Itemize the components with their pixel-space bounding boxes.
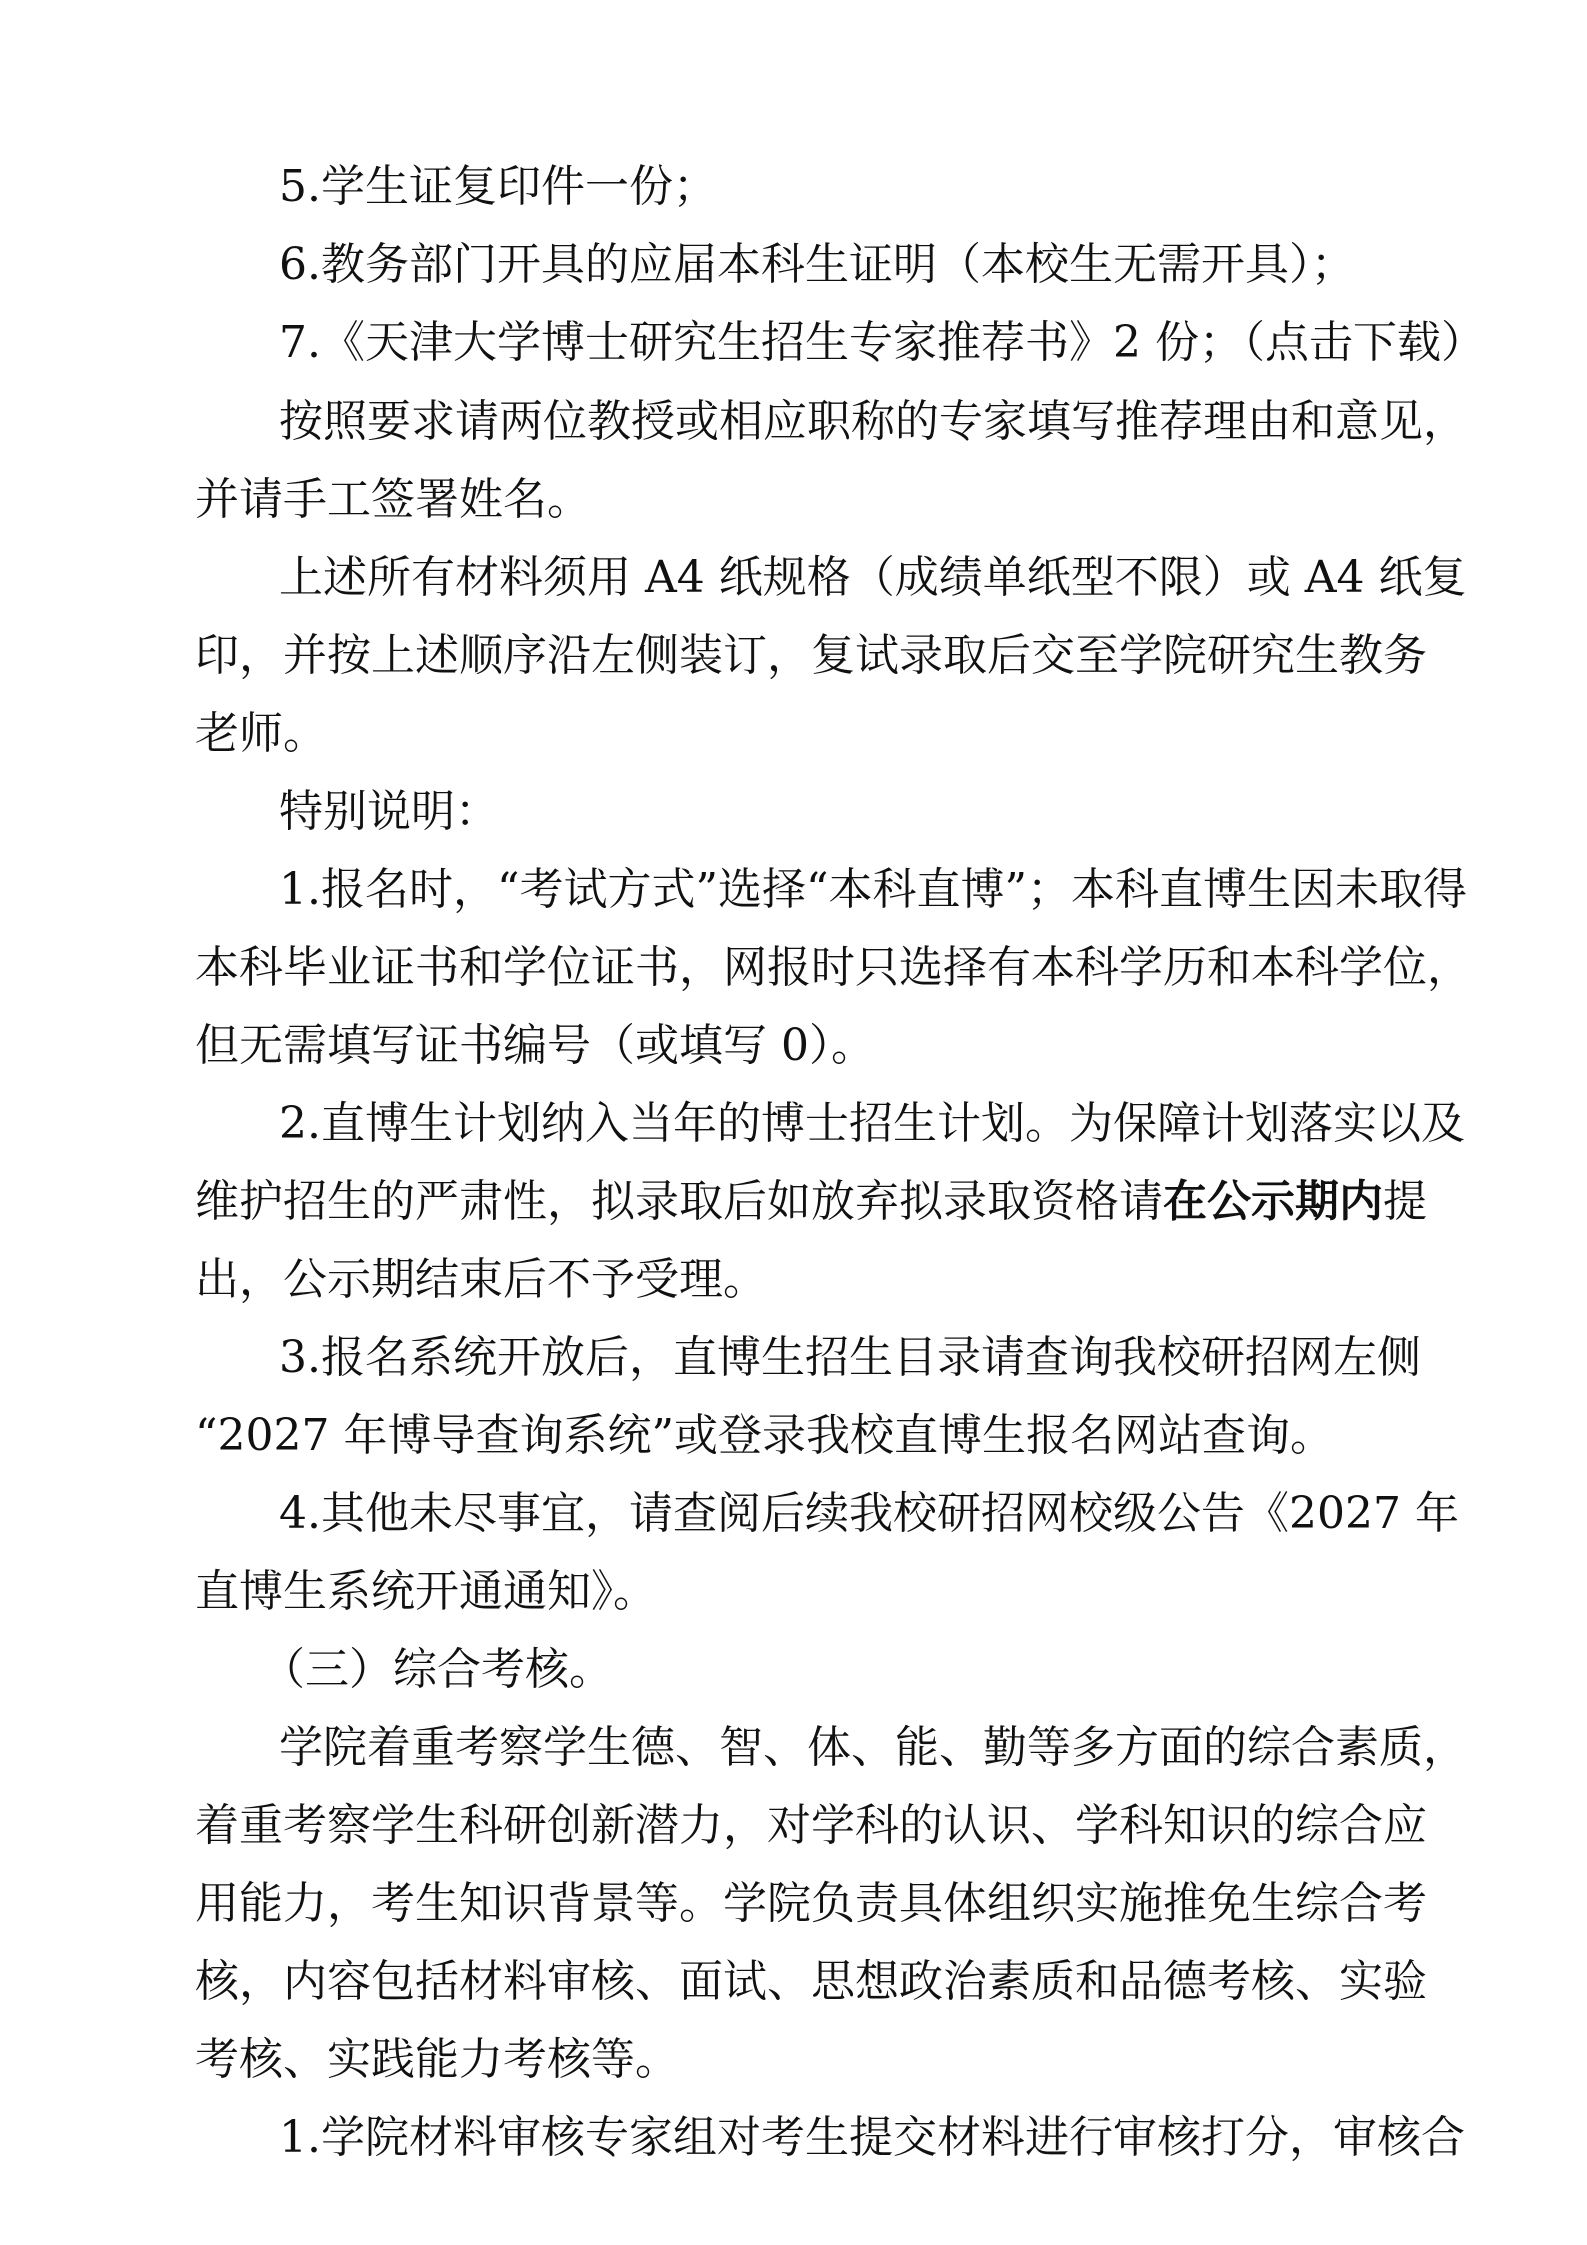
paragraph-line: 按照要求请两位教授或相应职称的专家填写推荐理由和意见， <box>279 396 1467 447</box>
paragraph-line: 老师。 <box>195 708 327 759</box>
note-item-1: 1.报名时，“考试方式”选择“本科直博”；本科直博生因未取得 <box>279 864 1467 915</box>
note-item-2: 2.直博生计划纳入当年的博士招生计划。为保障计划落实以及 <box>279 1098 1465 1149</box>
paragraph-line: 出，公示期结束后不予受理。 <box>195 1254 767 1305</box>
paragraph-line: 本科毕业证书和学位证书，网报时只选择有本科学历和本科学位， <box>195 942 1471 993</box>
list-item-recommendation-letter: 7.《天津大学博士研究生招生专家推荐书》2 份；（点击下载） <box>279 317 1485 368</box>
paragraph-line: 但无需填写证书编号（或填写 0）。 <box>195 1020 875 1071</box>
assessment-item-1: 1.学院材料审核专家组对考生提交材料进行审核打分，审核合 <box>279 2112 1465 2163</box>
paragraph-line: 并请手工签署姓名。 <box>195 474 591 525</box>
paragraph-line: 学院着重考察学生德、智、体、能、勤等多方面的综合素质， <box>279 1722 1467 1773</box>
list-item-graduate-certificate: 6.教务部门开具的应届本科生证明（本校生无需开具）； <box>279 239 1355 290</box>
paragraph-line: 上述所有材料须用 A4 纸规格（成绩单纸型不限）或 A4 纸复 <box>279 552 1467 603</box>
paragraph-line: 印，并按上述顺序沿左侧装订，复试录取后交至学院研究生教务 <box>195 630 1427 681</box>
note-item-4: 4.其他未尽事宜，请查阅后续我校研招网校级公告《2027 年 <box>279 1488 1459 1539</box>
section-heading-special-notes: 特别说明： <box>279 786 499 837</box>
paragraph-line: 维护招生的严肃性，拟录取后如放弃拟录取资格请在公示期内提 <box>195 1176 1427 1227</box>
paragraph-line: 着重考察学生科研创新潜力，对学科的认识、学科知识的综合应 <box>195 1800 1427 1851</box>
list-item-student-id: 5.学生证复印件一份； <box>279 161 717 212</box>
paragraph-line: 考核、实践能力考核等。 <box>195 2034 679 2085</box>
paragraph-line: “2027 年博导查询系统”或登录我校直博生报名网站查询。 <box>195 1410 1334 1461</box>
section-heading-comprehensive-assessment: （三）综合考核。 <box>261 1644 613 1695</box>
paragraph-line: 直博生系统开通通知》。 <box>195 1566 657 1617</box>
note-item-3: 3.报名系统开放后，直博生招生目录请查询我校研招网左侧 <box>279 1332 1421 1383</box>
emphasis-text: 在公示期内 <box>1163 1176 1383 1227</box>
paragraph-line: 用能力，考生知识背景等。学院负责具体组织实施推免生综合考 <box>195 1878 1427 1929</box>
paragraph-line: 核，内容包括材料审核、面试、思想政治素质和品德考核、实验 <box>195 1956 1427 2007</box>
